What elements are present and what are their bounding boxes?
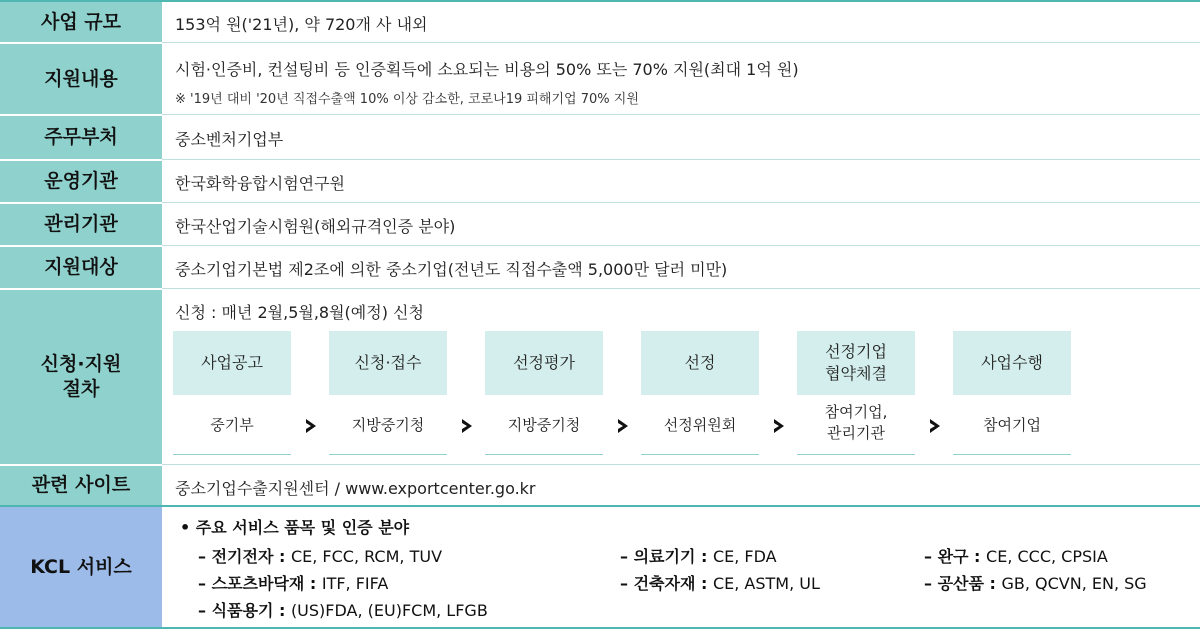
kcl-item	[924, 571, 1147, 594]
step-title-line1: 선정기업	[825, 342, 887, 362]
kcl-item-name: – 완구 :	[924, 547, 987, 566]
step-sub: 선정위원회	[663, 416, 737, 434]
kcl-item-name: – 의료기기 :	[620, 547, 713, 566]
divider	[162, 114, 1200, 115]
kcl-item-name: – 전기전자 :	[198, 547, 291, 566]
step-sub: 지방중기청	[507, 416, 581, 434]
label-procedure-line2: 절차	[62, 378, 100, 400]
value-target: 중소기업기본법 제2조에 의한 중소기업(전년도 직접수출액 5,000만 달러 미만)	[175, 260, 728, 279]
label-manager: 관리기관	[0, 204, 162, 245]
step-underline	[641, 454, 759, 455]
label-operator: 운영기관	[0, 161, 162, 202]
procedure-intro: 신청 : 매년 2월,5월,8월(예정) 신청	[175, 303, 424, 322]
kcl-item-value: (US)FDA, (EU)FCM, LFGB	[290, 601, 488, 620]
step-title: 선정	[684, 353, 716, 373]
step-box	[329, 331, 447, 395]
step-underline	[797, 454, 915, 455]
kcl-item-value: GB, QCVN, EN, SG	[1001, 574, 1147, 593]
step-title: 사업수행	[981, 353, 1043, 373]
value-scale: 153억 원('21년), 약 720개 사 내외	[175, 15, 428, 34]
step-box	[953, 331, 1071, 395]
row-site	[0, 466, 1200, 505]
kcl-heading: • 주요 서비스 품목 및 인증 분야	[180, 518, 410, 537]
label-kcl: KCL 서비스	[0, 507, 162, 627]
step-box	[485, 331, 603, 395]
label-scale: 사업 규모	[0, 2, 162, 42]
label-target: 지원대상	[0, 247, 162, 288]
step-sub	[797, 402, 915, 444]
arrow-right-icon	[615, 417, 631, 435]
label-site: 관련 사이트	[0, 466, 162, 505]
label-procedure-line1: 신청·지원	[40, 353, 122, 376]
step-sub-line2: 관리기관	[827, 424, 885, 442]
step-sub: 지방중기청	[351, 416, 425, 434]
row-scale	[0, 2, 1200, 42]
arrow-right-icon	[927, 417, 943, 435]
step-box	[797, 331, 915, 395]
arrow-right-icon	[459, 417, 475, 435]
value-manager: 한국산업기술시험원(해외규격인증 분야)	[175, 217, 456, 236]
kcl-item-name: – 스포츠바닥재 :	[198, 574, 322, 593]
kcl-item-value: CE, FDA	[712, 547, 777, 566]
row-target	[0, 247, 1200, 288]
divider	[162, 42, 1200, 43]
value-site: 중소기업수출지원센터 / www.exportcenter.go.kr	[175, 479, 536, 498]
label-support: 지원내용	[0, 44, 162, 114]
divider	[162, 288, 1200, 289]
kcl-item	[198, 598, 488, 621]
step-title: 선정평가	[513, 353, 575, 373]
divider	[162, 245, 1200, 246]
arrow-right-icon	[303, 417, 319, 435]
kcl-item	[620, 544, 777, 567]
value-ministry: 중소벤처기업부	[175, 130, 284, 149]
kcl-item	[198, 571, 388, 594]
kcl-item-name: – 건축자재 :	[620, 574, 713, 593]
step-box	[641, 331, 759, 395]
kcl-item-name: – 공산품 :	[924, 574, 1002, 593]
kcl-item-value: CE, CCC, CPSIA	[986, 547, 1108, 566]
step-sub-line1: 참여기업,	[824, 403, 888, 421]
step-sub: 중기부	[210, 416, 254, 434]
label-ministry: 주무부처	[0, 116, 162, 159]
step-underline	[485, 454, 603, 455]
row-operator	[0, 161, 1200, 202]
step-title: 신청·접수	[354, 353, 422, 373]
divider	[162, 464, 1200, 465]
kcl-item	[198, 544, 442, 567]
divider	[162, 202, 1200, 203]
note-support: ※ '19년 대비 '20년 직접수출액 10% 이상 감소한, 코로나19 피해기업 70% 지원	[175, 92, 639, 107]
value-operator: 한국화학융합시험연구원	[175, 174, 346, 193]
divider	[162, 159, 1200, 160]
row-manager	[0, 204, 1200, 245]
row-ministry	[0, 116, 1200, 159]
kcl-item-value: ITF, FIFA	[321, 574, 389, 593]
step-box	[173, 331, 291, 395]
step-sub: 참여기업	[983, 416, 1041, 434]
kcl-item-name: – 식품용기 :	[198, 601, 291, 620]
kcl-item-value: CE, ASTM, UL	[712, 574, 820, 593]
row-kcl	[0, 507, 1200, 627]
kcl-item-value: CE, FCC, RCM, TUV	[290, 547, 443, 566]
row-support	[0, 44, 1200, 114]
value-support: 시험·인증비, 컨설팅비 등 인증획득에 소요되는 비용의 50% 또는 70% 지원(최대 1억 원)	[175, 60, 799, 79]
step-title: 사업공고	[201, 353, 263, 373]
step-underline	[173, 454, 291, 455]
row-procedure	[0, 290, 1200, 464]
table-bottom-border	[0, 627, 1200, 629]
step-underline	[329, 454, 447, 455]
kcl-item	[924, 544, 1108, 567]
arrow-right-icon	[771, 417, 787, 435]
step-title-line2: 협약체결	[825, 364, 887, 383]
step-underline	[953, 454, 1071, 455]
kcl-item	[620, 571, 820, 594]
label-procedure	[0, 290, 162, 464]
